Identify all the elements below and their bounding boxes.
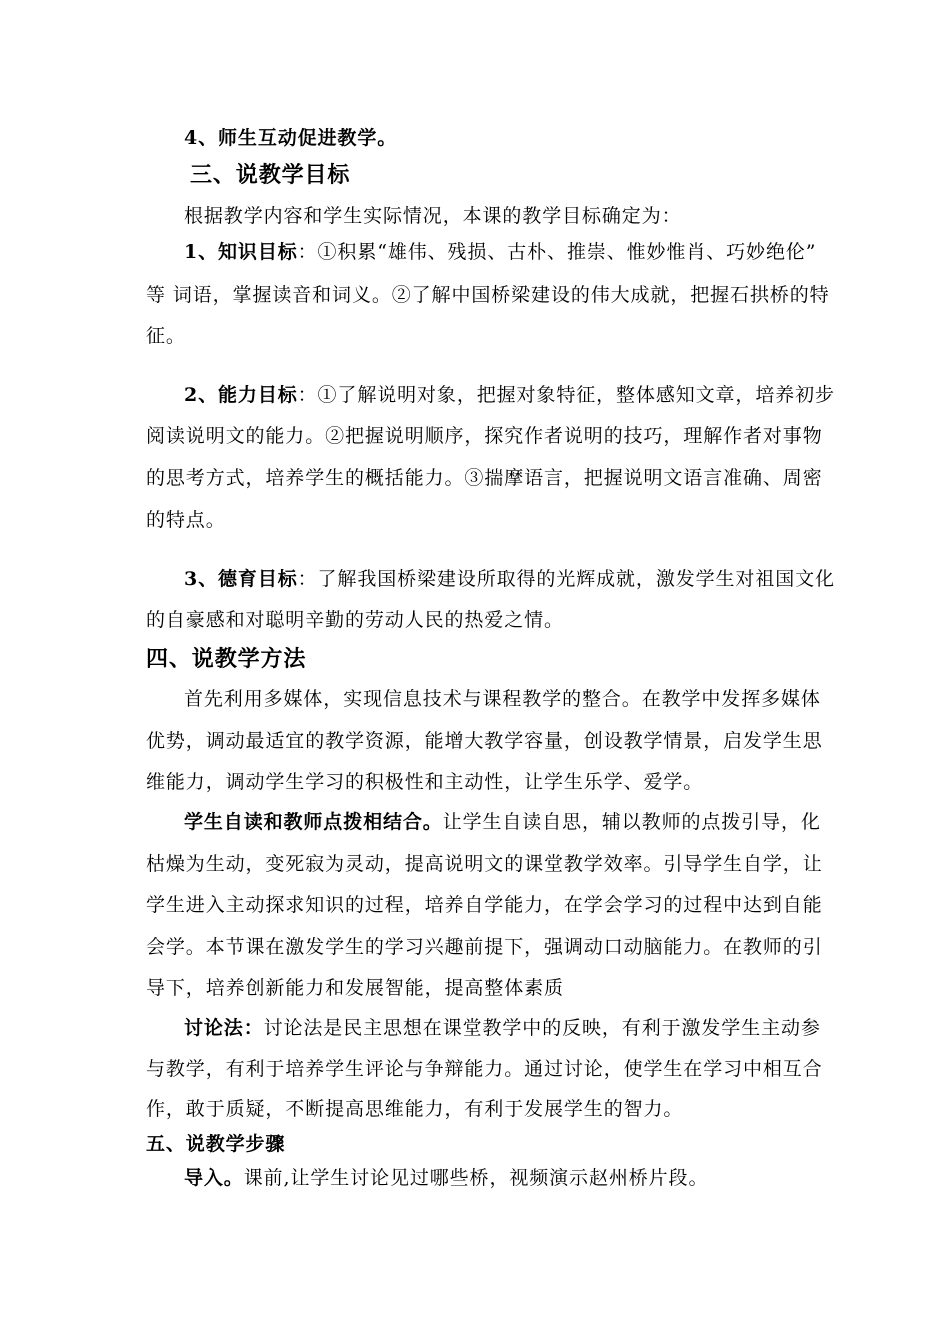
method-para-3-line-2: 与教学，有利于培养学生评论与争辩能力。通过讨论，使学生在学习中相互合 (146, 1058, 823, 1080)
goal-3-colon: ： (297, 568, 318, 590)
list-item-4: 4、师生互动促进教学。 (184, 127, 398, 149)
goal-2-line-3: 的思考方式，培养学生的概括能力。③揣摩语言，把握说明文语言准确、周密 (146, 467, 823, 489)
goal-3-text: 了解我国桥梁建设所取得的光辉成就，激发学生对祖国文化 (317, 568, 835, 590)
goal-3-label: 3、德育目标 (184, 568, 298, 590)
method-para-2-line-5: 导下，培养创新能力和发展智能，提高整体素质 (146, 977, 564, 999)
goal-1-colon: ： (297, 241, 318, 263)
goal-2-line-2: 阅读说明文的能力。②把握说明顺序，探究作者说明的技巧，理解作者对事物 (146, 425, 823, 447)
section-5-intro (184, 1167, 708, 1189)
method-para-3-label: 讨论法： (184, 1017, 264, 1039)
section-4-heading: 四、说教学方法 (146, 646, 307, 672)
section-5-intro-label: 导入。 (184, 1167, 244, 1189)
method-para-3-line-1 (184, 1017, 821, 1039)
goal-2-label: 2、能力目标 (184, 384, 298, 406)
goal-1-label: 1、知识目标 (184, 241, 298, 263)
method-para-2-text: 让学生自读自思，辅以教师的点拨引导，化 (442, 811, 821, 833)
method-para-2-label: 学生自读和教师点拨相结合。 (184, 811, 443, 833)
method-para-3-text: 讨论法是民主思想在课堂教学中的反映，有利于激发学生主动参 (263, 1017, 821, 1039)
method-para-3-line-3: 作，敢于质疑，不断提高思维能力，有利于发展学生的智力。 (146, 1098, 684, 1120)
section-3-heading: 三、说教学目标 (190, 162, 351, 188)
goal-1-line-1 (184, 241, 816, 263)
section-5-intro-text: 课前,让学生讨论见过哪些桥，视频演示赵州桥片段。 (243, 1167, 709, 1189)
method-para-1-line-2: 优势，调动最适宜的教学资源，能增大教学容量，创设教学情景，启发学生思 (146, 730, 823, 752)
method-para-2-line-1 (184, 811, 821, 833)
method-para-1-line-1: 首先利用多媒体，实现信息技术与课程教学的整合。在教学中发挥多媒体 (184, 688, 821, 710)
goal-2-line-1 (184, 384, 835, 406)
section-3-intro: 根据教学内容和学生实际情况，本课的教学目标确定为： (184, 205, 682, 227)
method-para-2-line-2: 枯燥为生动，变死寂为灵动，提高说明文的课堂教学效率。引导学生自学，让 (146, 853, 823, 875)
goal-2-colon: ： (297, 384, 318, 406)
method-para-1-line-3: 维能力，调动学生学习的积极性和主动性，让学生乐学、爱学。 (146, 771, 704, 793)
goal-1-line-2: 等 词语，掌握读音和词义。②了解中国桥梁建设的伟大成就，把握石拱桥的特 (146, 284, 830, 306)
goal-3-line-1 (184, 568, 835, 590)
goal-2-text: ①了解说明对象，把握对象特征，整体感知文章，培养初步 (317, 384, 835, 406)
goal-1-line-3: 征。 (146, 325, 186, 347)
goal-1-text: ①积累“雄伟、残损、古朴、推崇、惟妙惟肖、巧妙绝伦” (317, 241, 817, 263)
goal-2-line-4: 的特点。 (146, 509, 226, 531)
method-para-2-line-3: 学生进入主动探求知识的过程，培养自学能力，在学会学习的过程中达到自能 (146, 894, 823, 916)
method-para-2-line-4: 会学。本节课在激发学生的学习兴趣前提下，强调动口动脑能力。在教师的引 (146, 936, 823, 958)
goal-3-line-2: 的自豪感和对聪明辛勤的劳动人民的热爱之情。 (146, 609, 564, 631)
section-5-heading: 五、说教学步骤 (146, 1133, 286, 1155)
